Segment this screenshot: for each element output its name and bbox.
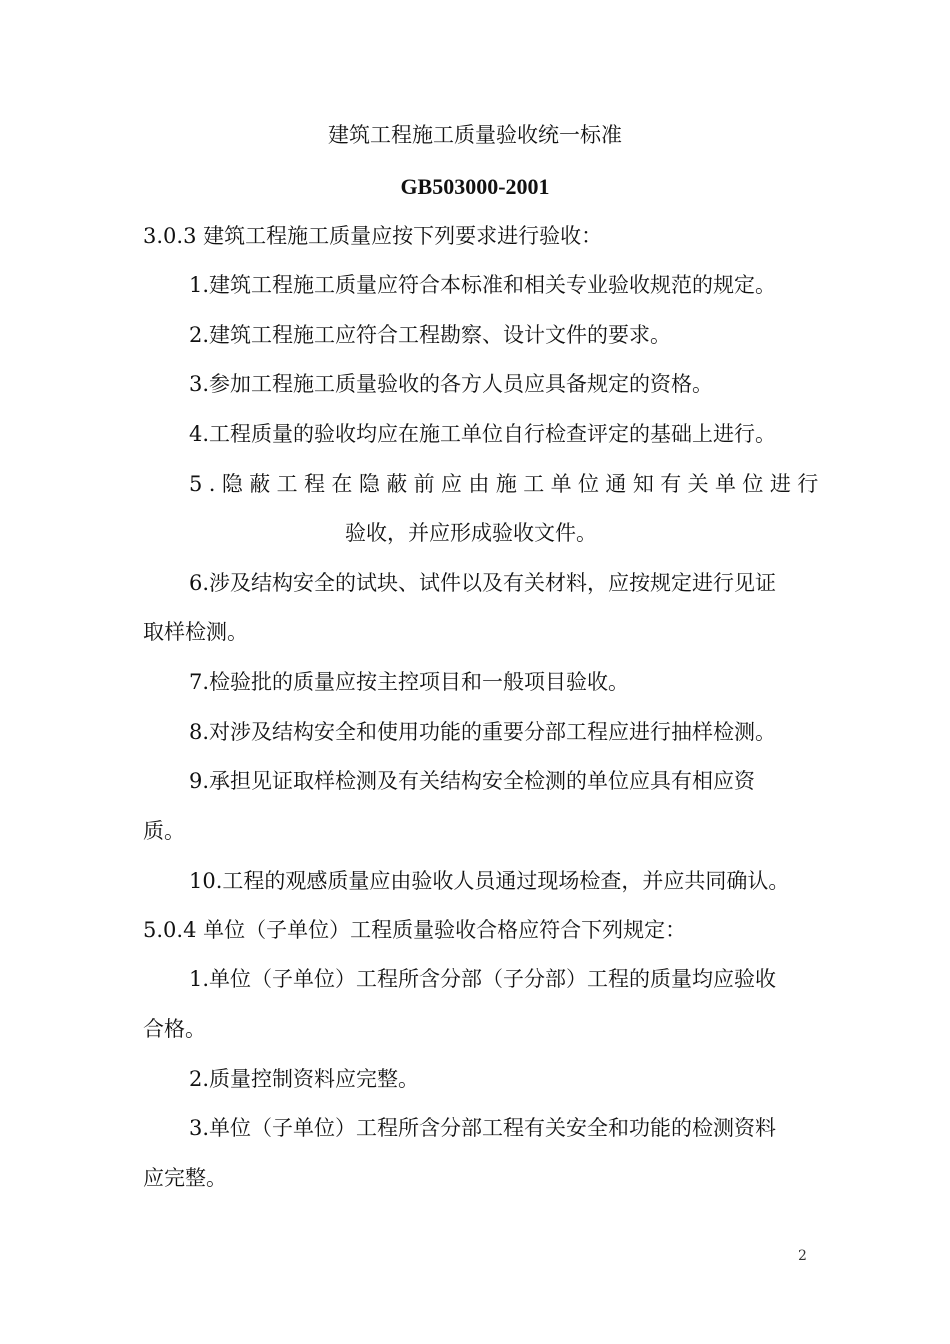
section-303-item-5: 5.隐蔽工程在隐蔽前应由施工单位通知有关单位进行 <box>189 472 825 496</box>
document-title: 建筑工程施工质量验收统一标准 <box>328 123 622 147</box>
section-504-item-2: 2.质量控制资料应完整。 <box>189 1067 420 1091</box>
section-303-item-6-continuation: 取样检测。 <box>143 620 248 644</box>
section-303-item-1: 1.建筑工程施工质量应符合本标准和相关专业验收规范的规定。 <box>189 273 777 297</box>
page-number: 2 <box>798 1248 807 1264</box>
section-504-item-1: 1.单位（子单位）工程所含分部（子分部）工程的质量均应验收 <box>189 967 777 991</box>
section-303-heading: 3.0.3 建筑工程施工质量应按下列要求进行验收： <box>143 224 603 248</box>
section-504-heading: 5.0.4 单位（子单位）工程质量验收合格应符合下列规定： <box>143 918 687 942</box>
section-303-item-7: 7.检验批的质量应按主控项目和一般项目验收。 <box>189 670 630 694</box>
section-504-item-3-continuation: 应完整。 <box>143 1166 227 1190</box>
section-504-item-3: 3.单位（子单位）工程所含分部工程有关安全和功能的检测资料 <box>189 1116 777 1140</box>
section-303-item-2: 2.建筑工程施工应符合工程勘察、设计文件的要求。 <box>189 323 672 347</box>
section-303-item-9-continuation: 质。 <box>143 819 185 843</box>
section-303-item-6: 6.涉及结构安全的试块、试件以及有关材料，应按规定进行见证 <box>189 571 777 595</box>
section-303-item-10: 10.工程的观感质量应由验收人员通过现场检查，并应共同确认。 <box>189 869 790 893</box>
section-303-item-9: 9.承担见证取样检测及有关结构安全检测的单位应具有相应资 <box>189 769 756 793</box>
section-303-item-5-continuation: 验收，并应形成验收文件。 <box>345 521 597 545</box>
section-504-item-1-continuation: 合格。 <box>143 1017 206 1041</box>
section-303-item-3: 3.参加工程施工质量验收的各方人员应具备规定的资格。 <box>189 372 714 396</box>
section-303-item-4: 4.工程质量的验收均应在施工单位自行检查评定的基础上进行。 <box>189 422 777 446</box>
standard-code: GB503000-2001 <box>400 174 550 199</box>
section-303-item-8: 8.对涉及结构安全和使用功能的重要分部工程应进行抽样检测。 <box>189 720 777 744</box>
